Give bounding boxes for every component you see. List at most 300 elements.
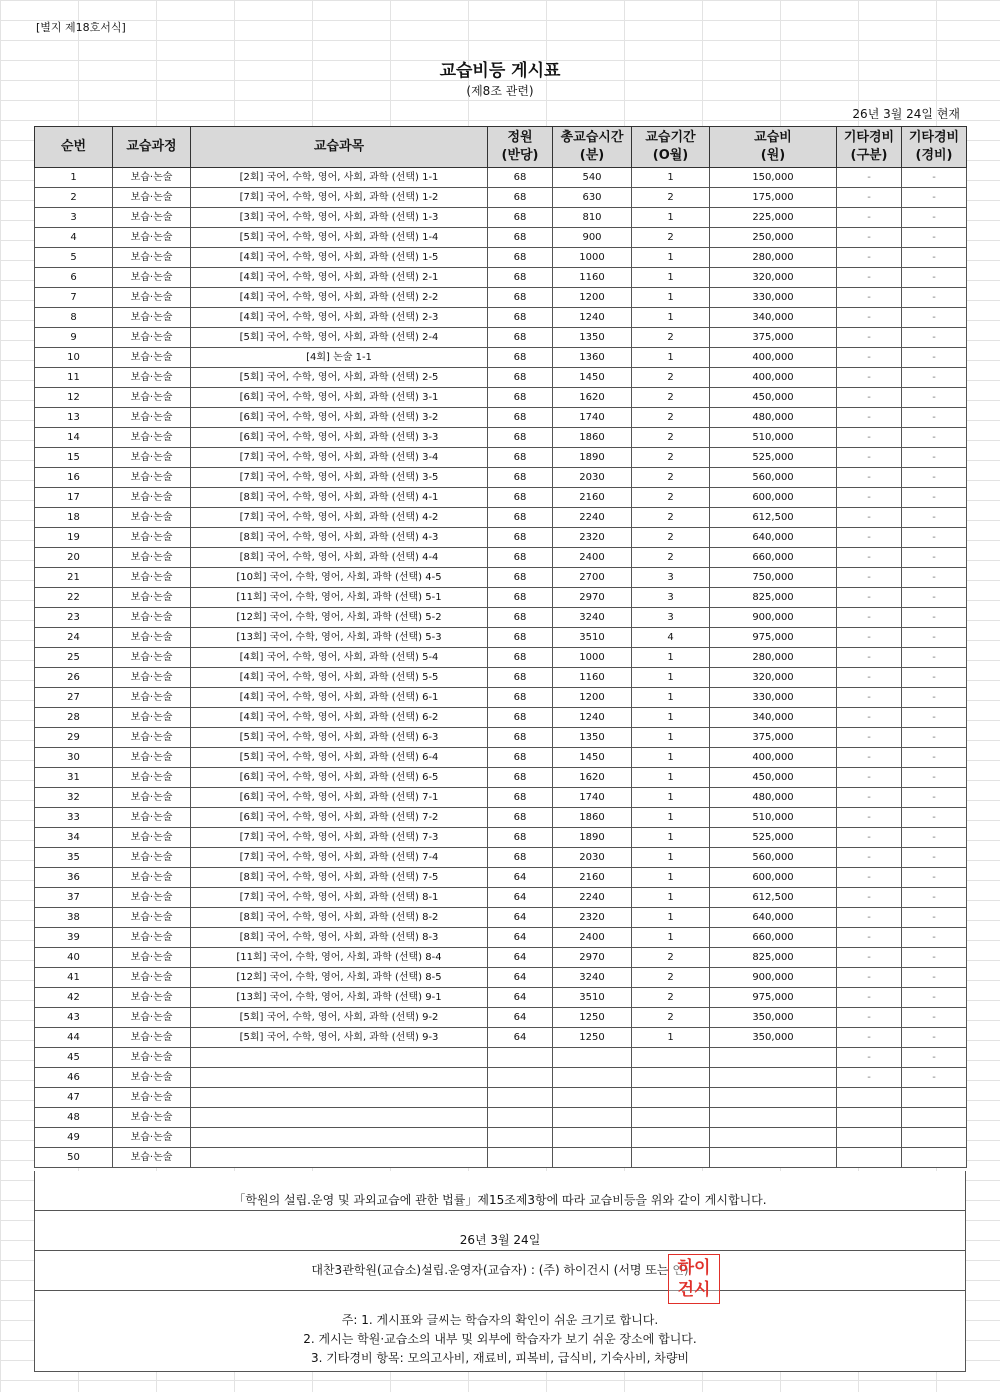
row-course: 보습·논술 bbox=[113, 228, 191, 248]
row-capacity: 68 bbox=[488, 828, 553, 848]
row-period: 2 bbox=[632, 488, 710, 508]
row-etc-type: - bbox=[837, 588, 902, 608]
row-number: 38 bbox=[35, 908, 113, 928]
row-number: 24 bbox=[35, 628, 113, 648]
row-capacity: 64 bbox=[488, 1008, 553, 1028]
row-capacity bbox=[488, 1088, 553, 1108]
row-course: 보습·논술 bbox=[113, 368, 191, 388]
row-period: 1 bbox=[632, 208, 710, 228]
table-row bbox=[35, 408, 967, 428]
row-fee bbox=[710, 1108, 837, 1128]
row-fee: 280,000 bbox=[710, 248, 837, 268]
row-course: 보습·논술 bbox=[113, 568, 191, 588]
row-etc-type: - bbox=[837, 568, 902, 588]
row-etc-cost: - bbox=[902, 1028, 967, 1048]
row-number: 36 bbox=[35, 868, 113, 888]
table-row bbox=[35, 288, 967, 308]
row-course: 보습·논술 bbox=[113, 248, 191, 268]
header-etc-type: 기타경비 (구분) bbox=[837, 127, 902, 168]
row-capacity: 68 bbox=[488, 728, 553, 748]
row-subject: [8회] 국어, 수학, 영어, 사회, 과학 (선택) 7-5 bbox=[191, 868, 488, 888]
row-capacity bbox=[488, 1068, 553, 1088]
row-fee: 525,000 bbox=[710, 448, 837, 468]
row-capacity: 68 bbox=[488, 788, 553, 808]
row-subject: [5회] 국어, 수학, 영어, 사회, 과학 (선택) 2-4 bbox=[191, 328, 488, 348]
operator-line: 대찬3관학원(교습소)설립.운영자(교습자) : (주) 하이건시 (서명 또는 인) bbox=[34, 1251, 966, 1291]
row-etc-type: - bbox=[837, 888, 902, 908]
row-course: 보습·논술 bbox=[113, 868, 191, 888]
notice-date: 26년 3월 24일 bbox=[34, 1211, 966, 1251]
row-period: 1 bbox=[632, 868, 710, 888]
row-period: 1 bbox=[632, 808, 710, 828]
row-number: 1 bbox=[35, 168, 113, 188]
row-etc-type bbox=[837, 1128, 902, 1148]
row-etc-cost: - bbox=[902, 768, 967, 788]
row-subject: [10회] 국어, 수학, 영어, 사회, 과학 (선택) 4-5 bbox=[191, 568, 488, 588]
row-period: 2 bbox=[632, 968, 710, 988]
row-subject: [4회] 국어, 수학, 영어, 사회, 과학 (선택) 1-5 bbox=[191, 248, 488, 268]
row-etc-cost: - bbox=[902, 748, 967, 768]
row-fee: 450,000 bbox=[710, 388, 837, 408]
row-etc-cost: - bbox=[902, 388, 967, 408]
row-subject: [8회] 국어, 수학, 영어, 사회, 과학 (선택) 4-4 bbox=[191, 548, 488, 568]
row-number: 25 bbox=[35, 648, 113, 668]
row-subject: [5회] 국어, 수학, 영어, 사회, 과학 (선택) 1-4 bbox=[191, 228, 488, 248]
row-etc-type: - bbox=[837, 808, 902, 828]
row-period: 1 bbox=[632, 888, 710, 908]
header-period: 교습기간 (O월) bbox=[632, 127, 710, 168]
document-title: 교습비등 게시표 bbox=[439, 61, 561, 81]
row-etc-type: - bbox=[837, 448, 902, 468]
row-etc-cost: - bbox=[902, 688, 967, 708]
row-capacity: 68 bbox=[488, 628, 553, 648]
row-number: 10 bbox=[35, 348, 113, 368]
row-subject: [5회] 국어, 수학, 영어, 사회, 과학 (선택) 9-3 bbox=[191, 1028, 488, 1048]
row-etc-cost: - bbox=[902, 708, 967, 728]
table-row bbox=[35, 1068, 967, 1088]
row-subject bbox=[191, 1128, 488, 1148]
row-capacity: 68 bbox=[488, 248, 553, 268]
table-row bbox=[35, 908, 967, 928]
row-subject: [2회] 국어, 수학, 영어, 사회, 과학 (선택) 1-1 bbox=[191, 168, 488, 188]
row-minutes: 1350 bbox=[553, 728, 632, 748]
row-etc-cost: - bbox=[902, 1008, 967, 1028]
row-number: 9 bbox=[35, 328, 113, 348]
table-row bbox=[35, 508, 967, 528]
row-etc-type: - bbox=[837, 928, 902, 948]
row-etc-cost: - bbox=[902, 788, 967, 808]
row-minutes: 3240 bbox=[553, 608, 632, 628]
row-minutes: 2240 bbox=[553, 888, 632, 908]
row-subject bbox=[191, 1088, 488, 1108]
row-fee: 525,000 bbox=[710, 828, 837, 848]
row-course: 보습·논술 bbox=[113, 508, 191, 528]
row-fee: 660,000 bbox=[710, 928, 837, 948]
company-seal-stamp bbox=[668, 1254, 720, 1304]
row-subject: [5회] 국어, 수학, 영어, 사회, 과학 (선택) 6-4 bbox=[191, 748, 488, 768]
row-number: 2 bbox=[35, 188, 113, 208]
table-row bbox=[35, 788, 967, 808]
row-capacity: 68 bbox=[488, 268, 553, 288]
row-period: 1 bbox=[632, 248, 710, 268]
row-number: 40 bbox=[35, 948, 113, 968]
row-number: 33 bbox=[35, 808, 113, 828]
note-1: 주: 1. 게시표와 글씨는 학습자의 확인이 쉬운 크기로 합니다. bbox=[341, 1313, 659, 1327]
row-etc-cost: - bbox=[902, 268, 967, 288]
row-period: 1 bbox=[632, 708, 710, 728]
table-row bbox=[35, 548, 967, 568]
row-etc-cost: - bbox=[902, 908, 967, 928]
row-minutes: 3240 bbox=[553, 968, 632, 988]
row-course: 보습·논술 bbox=[113, 988, 191, 1008]
row-course: 보습·논술 bbox=[113, 1048, 191, 1068]
row-period: 2 bbox=[632, 228, 710, 248]
row-etc-cost bbox=[902, 1128, 967, 1148]
row-minutes bbox=[553, 1148, 632, 1168]
table-row bbox=[35, 308, 967, 328]
row-number: 6 bbox=[35, 268, 113, 288]
row-course: 보습·논술 bbox=[113, 928, 191, 948]
header-no: 순번 bbox=[35, 127, 113, 168]
row-subject: [7회] 국어, 수학, 영어, 사회, 과학 (선택) 4-2 bbox=[191, 508, 488, 528]
row-etc-cost: - bbox=[902, 288, 967, 308]
row-period: 2 bbox=[632, 428, 710, 448]
row-etc-cost: - bbox=[902, 188, 967, 208]
row-period: 2 bbox=[632, 508, 710, 528]
row-number: 4 bbox=[35, 228, 113, 248]
row-etc-type: - bbox=[837, 488, 902, 508]
row-etc-cost: - bbox=[902, 428, 967, 448]
row-fee: 600,000 bbox=[710, 488, 837, 508]
row-number: 18 bbox=[35, 508, 113, 528]
row-etc-type: - bbox=[837, 908, 902, 928]
row-etc-type: - bbox=[837, 528, 902, 548]
row-number: 48 bbox=[35, 1108, 113, 1128]
row-number: 32 bbox=[35, 788, 113, 808]
row-period: 2 bbox=[632, 988, 710, 1008]
row-minutes: 1890 bbox=[553, 828, 632, 848]
row-subject: [6회] 국어, 수학, 영어, 사회, 과학 (선택) 6-5 bbox=[191, 768, 488, 788]
table-row bbox=[35, 948, 967, 968]
table-row bbox=[35, 1108, 967, 1128]
row-period: 2 bbox=[632, 468, 710, 488]
row-course: 보습·논술 bbox=[113, 268, 191, 288]
row-capacity: 68 bbox=[488, 468, 553, 488]
row-number: 31 bbox=[35, 768, 113, 788]
row-etc-cost: - bbox=[902, 988, 967, 1008]
row-number: 3 bbox=[35, 208, 113, 228]
row-fee: 560,000 bbox=[710, 468, 837, 488]
table-row bbox=[35, 1128, 967, 1148]
row-subject: [7회] 국어, 수학, 영어, 사회, 과학 (선택) 8-1 bbox=[191, 888, 488, 908]
row-course: 보습·논술 bbox=[113, 648, 191, 668]
row-subject: [4회] 국어, 수학, 영어, 사회, 과학 (선택) 6-2 bbox=[191, 708, 488, 728]
row-etc-type: - bbox=[837, 228, 902, 248]
row-subject: [7회] 국어, 수학, 영어, 사회, 과학 (선택) 1-2 bbox=[191, 188, 488, 208]
row-course: 보습·논술 bbox=[113, 668, 191, 688]
row-number: 28 bbox=[35, 708, 113, 728]
row-etc-type: - bbox=[837, 948, 902, 968]
document-subtitle: (제8조 관련) bbox=[466, 84, 534, 98]
row-etc-cost: - bbox=[902, 1048, 967, 1068]
row-minutes: 1450 bbox=[553, 748, 632, 768]
table-row bbox=[35, 528, 967, 548]
note-2: 2. 게시는 학원·교습소의 내부 및 외부에 학습자가 보기 쉬운 장소에 합니다. bbox=[303, 1332, 697, 1346]
row-period: 2 bbox=[632, 548, 710, 568]
row-period: 2 bbox=[632, 948, 710, 968]
row-etc-type: - bbox=[837, 788, 902, 808]
row-subject: [5회] 국어, 수학, 영어, 사회, 과학 (선택) 9-2 bbox=[191, 1008, 488, 1028]
row-subject bbox=[191, 1068, 488, 1088]
row-capacity: 68 bbox=[488, 688, 553, 708]
row-number: 20 bbox=[35, 548, 113, 568]
row-etc-type: - bbox=[837, 288, 902, 308]
row-minutes: 1890 bbox=[553, 448, 632, 468]
row-fee: 320,000 bbox=[710, 668, 837, 688]
row-minutes: 1620 bbox=[553, 388, 632, 408]
row-period: 4 bbox=[632, 628, 710, 648]
row-number: 30 bbox=[35, 748, 113, 768]
row-minutes: 2320 bbox=[553, 908, 632, 928]
row-fee: 510,000 bbox=[710, 428, 837, 448]
row-capacity: 68 bbox=[488, 328, 553, 348]
row-fee: 480,000 bbox=[710, 788, 837, 808]
row-minutes: 1000 bbox=[553, 648, 632, 668]
table-row bbox=[35, 568, 967, 588]
row-minutes: 1240 bbox=[553, 708, 632, 728]
row-number: 14 bbox=[35, 428, 113, 448]
table-row bbox=[35, 848, 967, 868]
row-subject: [13회] 국어, 수학, 영어, 사회, 과학 (선택) 5-3 bbox=[191, 628, 488, 648]
row-course: 보습·논술 bbox=[113, 408, 191, 428]
row-subject: [4회] 국어, 수학, 영어, 사회, 과학 (선택) 5-4 bbox=[191, 648, 488, 668]
row-etc-type: - bbox=[837, 1028, 902, 1048]
row-minutes: 1860 bbox=[553, 808, 632, 828]
row-etc-cost: - bbox=[902, 468, 967, 488]
row-fee: 400,000 bbox=[710, 748, 837, 768]
row-course: 보습·논술 bbox=[113, 688, 191, 708]
row-minutes bbox=[553, 1108, 632, 1128]
row-fee bbox=[710, 1088, 837, 1108]
table-row bbox=[35, 608, 967, 628]
header-fee: 교습비 (원) bbox=[710, 127, 837, 168]
row-capacity: 68 bbox=[488, 848, 553, 868]
row-minutes: 1250 bbox=[553, 1008, 632, 1028]
row-period bbox=[632, 1128, 710, 1148]
table-row bbox=[35, 808, 967, 828]
row-fee: 375,000 bbox=[710, 728, 837, 748]
row-etc-cost: - bbox=[902, 948, 967, 968]
row-etc-type: - bbox=[837, 988, 902, 1008]
row-fee: 375,000 bbox=[710, 328, 837, 348]
row-etc-type: - bbox=[837, 828, 902, 848]
row-etc-type: - bbox=[837, 168, 902, 188]
row-capacity: 68 bbox=[488, 308, 553, 328]
table-row bbox=[35, 1088, 967, 1108]
row-subject: [5회] 국어, 수학, 영어, 사회, 과학 (선택) 2-5 bbox=[191, 368, 488, 388]
table-row bbox=[35, 388, 967, 408]
row-number: 29 bbox=[35, 728, 113, 748]
row-fee bbox=[710, 1128, 837, 1148]
row-period: 1 bbox=[632, 1028, 710, 1048]
row-period: 1 bbox=[632, 288, 710, 308]
row-capacity: 68 bbox=[488, 548, 553, 568]
row-minutes: 2160 bbox=[553, 488, 632, 508]
table-row bbox=[35, 768, 967, 788]
seal-line-2: 건시 bbox=[677, 1280, 711, 1300]
row-course: 보습·논술 bbox=[113, 888, 191, 908]
row-capacity: 68 bbox=[488, 428, 553, 448]
row-fee: 175,000 bbox=[710, 188, 837, 208]
row-fee: 640,000 bbox=[710, 908, 837, 928]
row-minutes: 1250 bbox=[553, 1028, 632, 1048]
table-row bbox=[35, 1028, 967, 1048]
row-subject: [8회] 국어, 수학, 영어, 사회, 과학 (선택) 8-2 bbox=[191, 908, 488, 928]
row-capacity: 68 bbox=[488, 508, 553, 528]
row-etc-cost: - bbox=[902, 168, 967, 188]
row-fee: 350,000 bbox=[710, 1008, 837, 1028]
table-body bbox=[35, 168, 967, 1168]
row-number: 27 bbox=[35, 688, 113, 708]
row-number: 21 bbox=[35, 568, 113, 588]
row-etc-cost: - bbox=[902, 588, 967, 608]
row-etc-type: - bbox=[837, 208, 902, 228]
row-subject: [7회] 국어, 수학, 영어, 사회, 과학 (선택) 7-4 bbox=[191, 848, 488, 868]
row-period: 3 bbox=[632, 568, 710, 588]
row-period: 2 bbox=[632, 408, 710, 428]
row-course: 보습·논술 bbox=[113, 388, 191, 408]
row-capacity: 68 bbox=[488, 448, 553, 468]
row-number: 26 bbox=[35, 668, 113, 688]
row-capacity: 68 bbox=[488, 568, 553, 588]
row-fee: 975,000 bbox=[710, 988, 837, 1008]
row-number: 16 bbox=[35, 468, 113, 488]
row-course: 보습·논술 bbox=[113, 208, 191, 228]
row-course: 보습·논술 bbox=[113, 1128, 191, 1148]
row-etc-type: - bbox=[837, 1068, 902, 1088]
row-minutes: 810 bbox=[553, 208, 632, 228]
row-etc-type: - bbox=[837, 1048, 902, 1068]
row-capacity: 68 bbox=[488, 348, 553, 368]
fee-table bbox=[34, 126, 967, 1168]
row-number: 41 bbox=[35, 968, 113, 988]
row-subject: [13회] 국어, 수학, 영어, 사회, 과학 (선택) 9-1 bbox=[191, 988, 488, 1008]
row-period: 2 bbox=[632, 448, 710, 468]
row-etc-cost: - bbox=[902, 828, 967, 848]
row-course: 보습·논술 bbox=[113, 328, 191, 348]
row-capacity: 68 bbox=[488, 208, 553, 228]
row-minutes: 1860 bbox=[553, 428, 632, 448]
row-subject: [11회] 국어, 수학, 영어, 사회, 과학 (선택) 5-1 bbox=[191, 588, 488, 608]
row-number: 8 bbox=[35, 308, 113, 328]
header-etc-cost: 기타경비 (경비) bbox=[902, 127, 967, 168]
row-etc-cost: - bbox=[902, 868, 967, 888]
table-row bbox=[35, 588, 967, 608]
row-capacity: 68 bbox=[488, 188, 553, 208]
row-etc-cost: - bbox=[902, 208, 967, 228]
row-number: 23 bbox=[35, 608, 113, 628]
note-3: 3. 기타경비 항목: 모의고사비, 재료비, 피복비, 급식비, 기숙사비, 차량비 bbox=[310, 1351, 690, 1365]
row-minutes: 1160 bbox=[553, 268, 632, 288]
table-row bbox=[35, 368, 967, 388]
row-number: 42 bbox=[35, 988, 113, 1008]
row-etc-cost bbox=[902, 1088, 967, 1108]
row-course: 보습·논술 bbox=[113, 948, 191, 968]
table-row bbox=[35, 208, 967, 228]
table-row bbox=[35, 928, 967, 948]
row-etc-cost: - bbox=[902, 508, 967, 528]
row-subject: [6회] 국어, 수학, 영어, 사회, 과학 (선택) 7-1 bbox=[191, 788, 488, 808]
row-fee: 750,000 bbox=[710, 568, 837, 588]
row-period: 2 bbox=[632, 1008, 710, 1028]
table-row bbox=[35, 488, 967, 508]
row-fee: 900,000 bbox=[710, 968, 837, 988]
row-etc-type: - bbox=[837, 348, 902, 368]
row-fee: 340,000 bbox=[710, 308, 837, 328]
row-period: 1 bbox=[632, 828, 710, 848]
row-capacity: 68 bbox=[488, 708, 553, 728]
row-number: 7 bbox=[35, 288, 113, 308]
row-etc-cost: - bbox=[902, 348, 967, 368]
row-etc-type: - bbox=[837, 548, 902, 568]
row-minutes: 2970 bbox=[553, 588, 632, 608]
row-capacity: 68 bbox=[488, 368, 553, 388]
row-period: 1 bbox=[632, 308, 710, 328]
row-etc-type bbox=[837, 1108, 902, 1128]
row-etc-cost bbox=[902, 1108, 967, 1128]
row-capacity: 68 bbox=[488, 748, 553, 768]
row-course: 보습·논술 bbox=[113, 968, 191, 988]
row-etc-type: - bbox=[837, 268, 902, 288]
row-minutes bbox=[553, 1068, 632, 1088]
header-capacity: 정원 (반당) bbox=[488, 127, 553, 168]
row-course: 보습·논술 bbox=[113, 708, 191, 728]
row-etc-cost: - bbox=[902, 568, 967, 588]
row-subject: [12회] 국어, 수학, 영어, 사회, 과학 (선택) 5-2 bbox=[191, 608, 488, 628]
row-capacity: 68 bbox=[488, 288, 553, 308]
row-period: 1 bbox=[632, 728, 710, 748]
row-capacity: 64 bbox=[488, 948, 553, 968]
row-fee: 400,000 bbox=[710, 348, 837, 368]
row-fee: 150,000 bbox=[710, 168, 837, 188]
row-subject: [4회] 논술 1-1 bbox=[191, 348, 488, 368]
row-minutes: 1200 bbox=[553, 688, 632, 708]
row-etc-cost: - bbox=[902, 368, 967, 388]
row-minutes bbox=[553, 1128, 632, 1148]
row-period: 2 bbox=[632, 328, 710, 348]
row-etc-type: - bbox=[837, 748, 902, 768]
row-period: 1 bbox=[632, 748, 710, 768]
row-number: 46 bbox=[35, 1068, 113, 1088]
row-etc-type: - bbox=[837, 968, 902, 988]
row-number: 22 bbox=[35, 588, 113, 608]
row-capacity: 68 bbox=[488, 528, 553, 548]
row-minutes: 1240 bbox=[553, 308, 632, 328]
row-course: 보습·논술 bbox=[113, 908, 191, 928]
row-capacity: 68 bbox=[488, 608, 553, 628]
table-row bbox=[35, 888, 967, 908]
row-etc-type: - bbox=[837, 608, 902, 628]
row-number: 45 bbox=[35, 1048, 113, 1068]
row-etc-cost: - bbox=[902, 1068, 967, 1088]
row-course: 보습·논술 bbox=[113, 548, 191, 568]
row-course: 보습·논술 bbox=[113, 848, 191, 868]
row-fee: 900,000 bbox=[710, 608, 837, 628]
row-course: 보습·논술 bbox=[113, 1068, 191, 1088]
row-number: 13 bbox=[35, 408, 113, 428]
table-row bbox=[35, 648, 967, 668]
row-etc-cost: - bbox=[902, 668, 967, 688]
